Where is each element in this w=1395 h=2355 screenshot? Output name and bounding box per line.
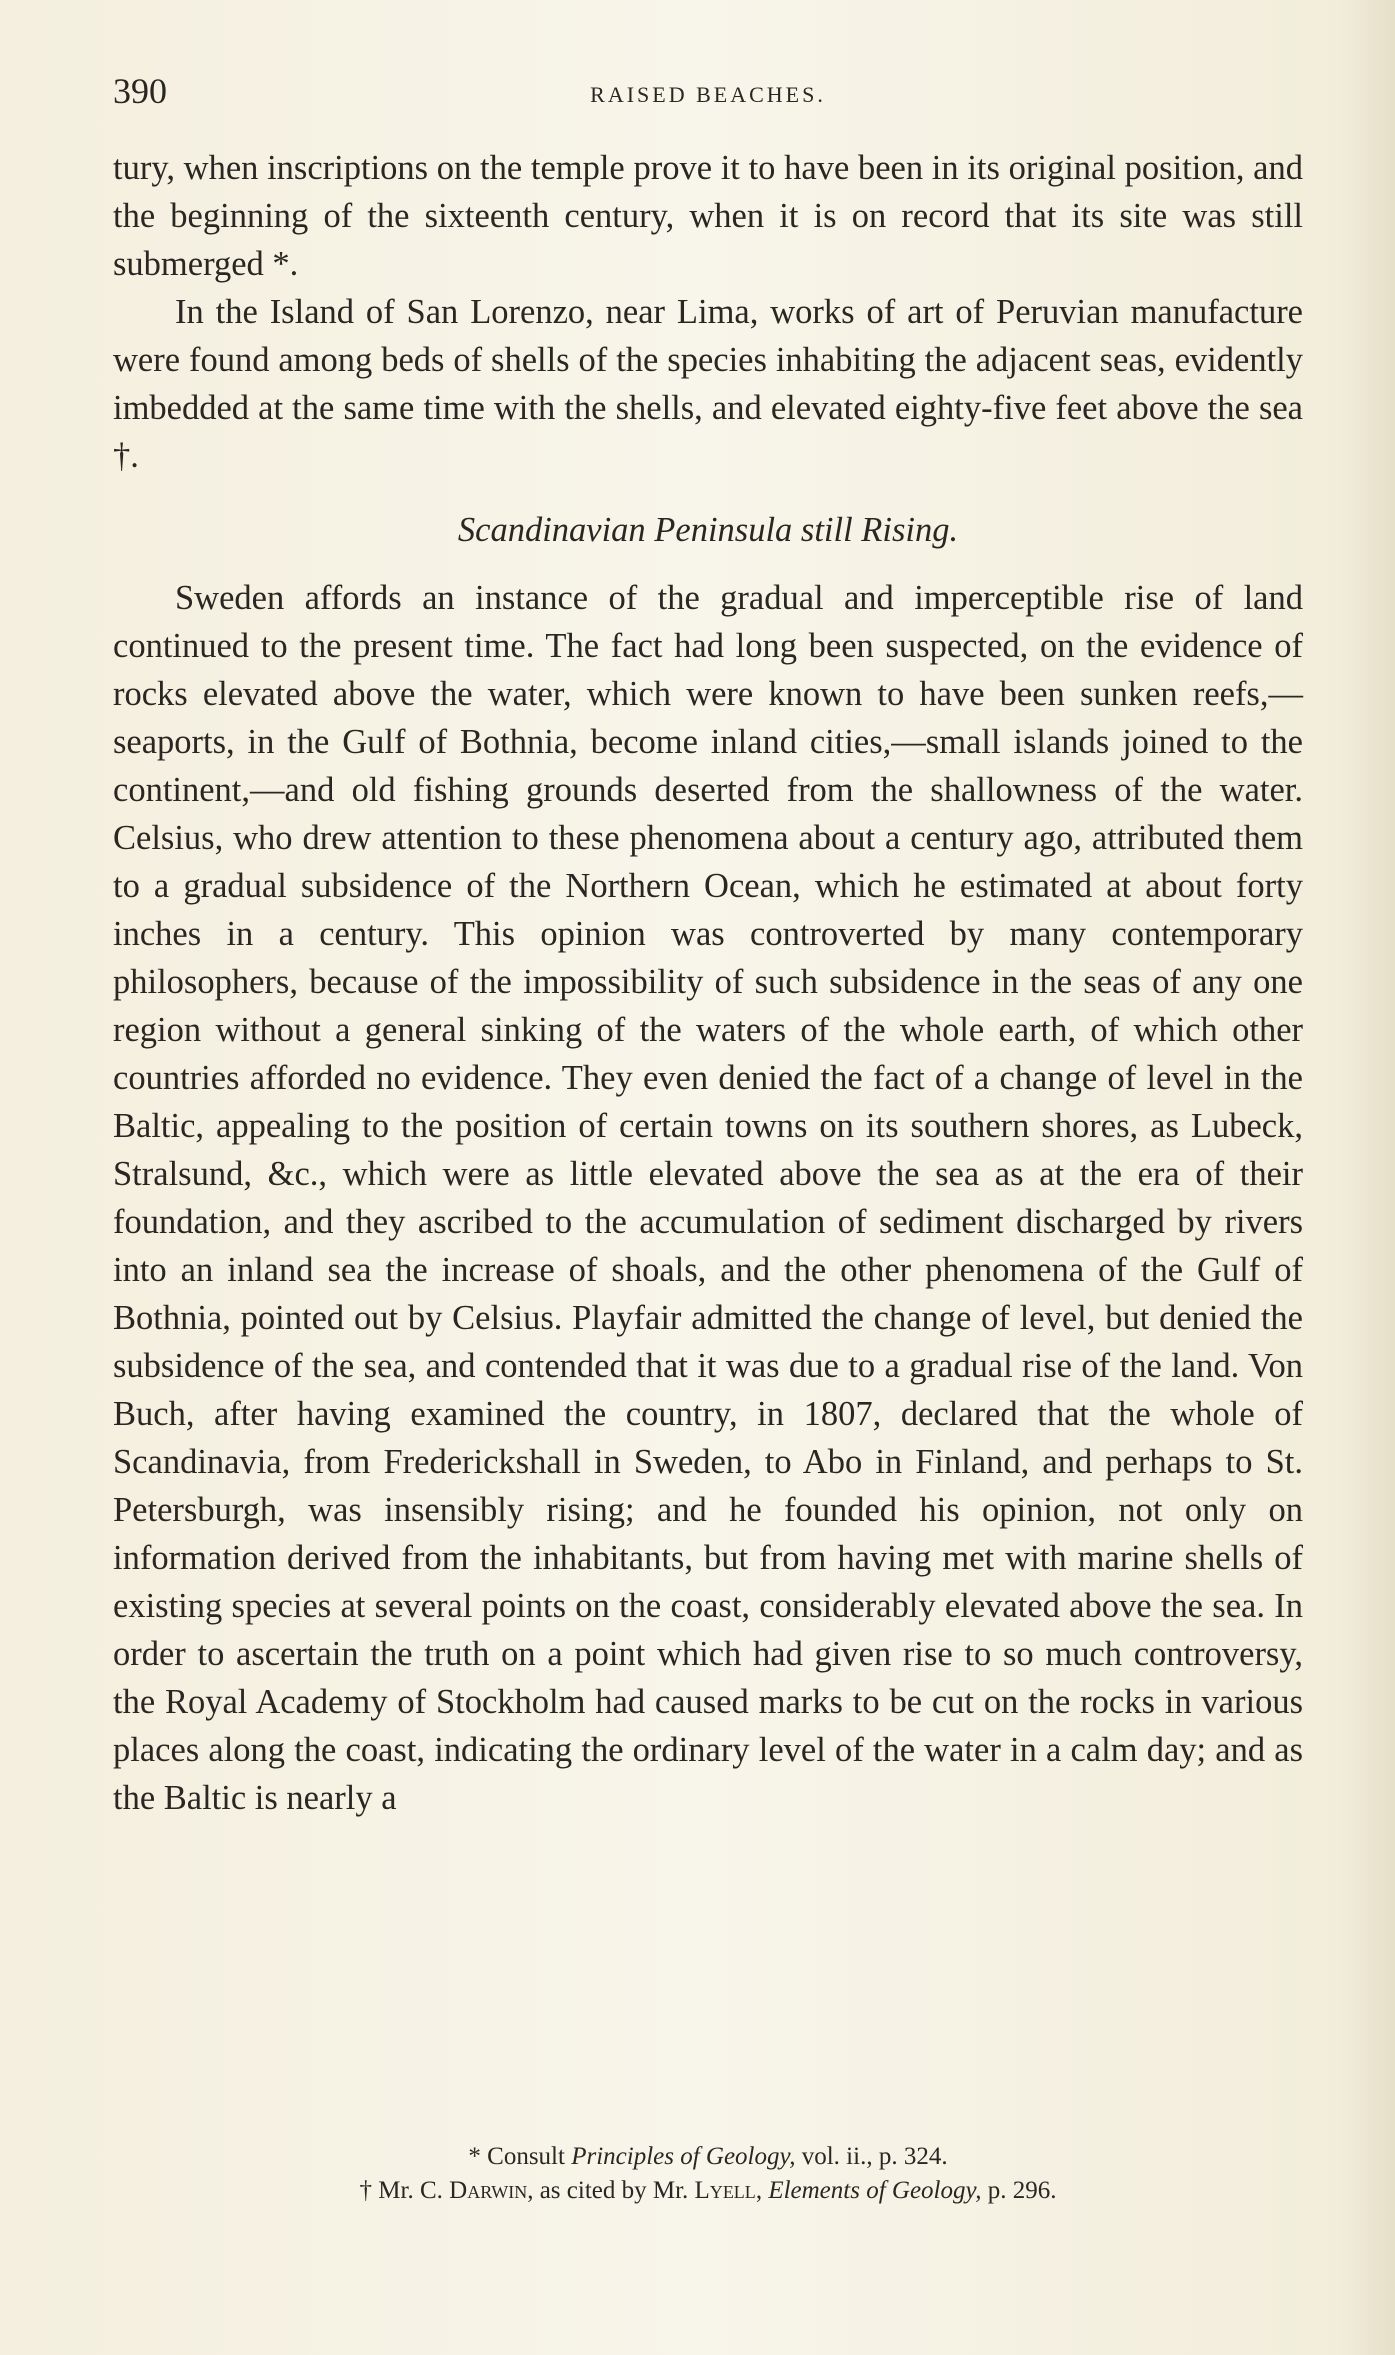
footnote-1: * Consult Principles of Geology, vol. ii., p. 324. [468, 2143, 948, 2170]
page-header [113, 70, 1303, 120]
footnotes [113, 2140, 1303, 2208]
section-heading: Scandinavian Peninsula still Rising. [457, 511, 959, 549]
footnote-2: † Mr. C. Darwin, as cited by Mr. Lyell, Elements of Geology, p. 296. [359, 2177, 1057, 2204]
running-head: RAISED BEACHES. [590, 82, 826, 107]
paragraph-2: In the Island of San Lorenzo, near Lima, works of art of Peruvian manufacture were found among beds of shells of the species inhabiting the adjacent seas, evidently imbedded at the same time with the shells, and elevated eighty-five feet above the sea †. [113, 293, 1303, 475]
paragraph-1: tury, when inscriptions on the temple prove it to have been in its original position, and the beginning of the sixteenth century, when it is on record that its site was still submerged *. [113, 149, 1303, 283]
page-number: 390 [113, 71, 167, 111]
body-text [113, 144, 1303, 1822]
paragraph-3: Sweden affords an instance of the gradual and imperceptible rise of land continued to the present time. The fact had long been suspected, on the evidence of rocks elevated above the water, which were known to have been sunken reefs,—seaports, in the Gulf of Bothnia, become inland cities,—small islands joined to the continent,—and old fishing grounds deserted from the shallowness of the water. Celsius, who drew attention to these phenomena about a century ago, attributed them to a gradual subsidence of the Northern Ocean, which he estimated at about forty inches in a century. This opinion was controverted by many contemporary philosophers, because of the impossibility of such subsidence in the seas of any one region without a general sinking of the waters of the whole earth, of which other countries afforded no evidence. They even denied the fact of a change of level in the Baltic, appealing to the position of certain towns on its southern shores, as Lubeck, Stralsund, &c., which were as little elevated above the sea as at the era of their foundation, and they ascribed to the accumulation of sediment discharged by rivers into an inland sea the increase of shoals, and the other phenomena of the Gulf of Bothnia, pointed out by Celsius. Playfair admitted the change of level, but denied the subsidence of the sea, and contended that it was due to a gradual rise of the land. Von Buch, after having examined the country, in 1807, declared that the whole of Scandinavia, from Frederickshall in Sweden, to Abo in Finland, and perhaps to St. Petersburgh, was insensibly rising; and he founded his opinion, not only on information derived from the inhabitants, but from having met with marine shells of existing species at several points on the coast, considerably elevated above the sea. In order to ascertain the truth on a point which had given rise to so much controversy, the Royal Academy of Stockholm had caused marks to be cut on the rocks in various places along the coast, indicating the ordinary level of the water in a calm day; and as the Baltic is nearly a [113, 579, 1303, 1817]
